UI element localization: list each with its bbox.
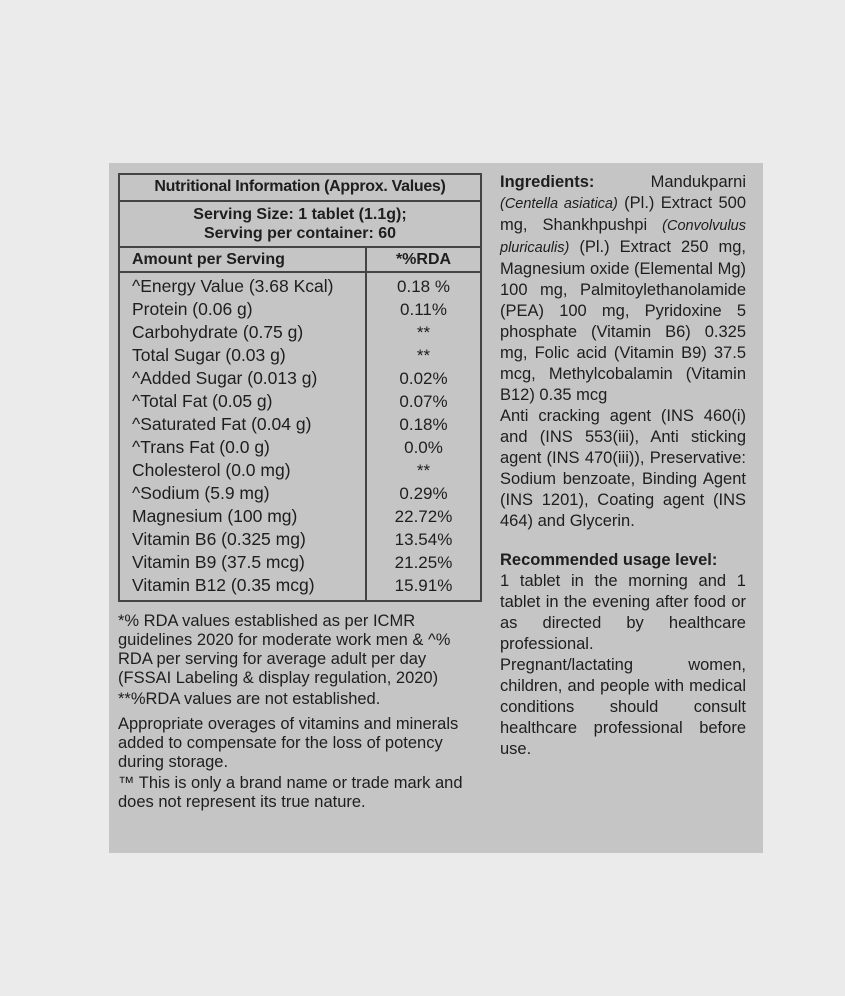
nutrient-name-column (120, 273, 367, 600)
ingredients-text (500, 172, 746, 406)
nutrient-rda: 15.91% (394, 576, 453, 595)
not-established-note: **%RDA values are not established. (118, 690, 381, 708)
footnotes (118, 612, 482, 812)
serving-size: Serving Size: 1 tablet (1.1g); (193, 206, 407, 223)
nutrient-name: Total Sugar (0.03 g) (132, 345, 286, 365)
ingredients-botanical: (Convolvulus pluricaulis) (500, 218, 746, 256)
ingredients-column (500, 172, 746, 760)
nutrient-rda: 22.72% (394, 507, 453, 526)
nutrient-rda: ** (416, 346, 431, 365)
header-rda: *%RDA (395, 251, 452, 268)
nutrient-rda: 13.54% (394, 530, 453, 549)
table-title: Nutritional Information (Approx. Values) (120, 175, 480, 202)
nutrient-name: ^Total Fat (0.05 g) (132, 391, 273, 411)
nutrient-rda: 0.18 % (397, 277, 450, 296)
trademark-note: ™ This is only a brand name or trade mark and does not represent its true nature. (118, 774, 463, 811)
overages-note: Appropriate overages of vitamins and minerals added to compensate for the loss of potency during storage. (118, 715, 459, 771)
nutrient-name: Carbohydrate (0.75 g) (132, 322, 304, 342)
nutrition-column (118, 173, 482, 814)
ingredients-part: (Pl.) Extract 250 mg, Magnesium oxide (Elemental Mg) 100 mg, Palmitoylethanolamide (PEA) 100 mg, Pyridoxine 5 phosphate (Vitamin B6) 0.325 mg, Folic acid (Vitamin B9) 37.5 mcg, Methylcobalamin (Vitamin B12) 0.35 mcg (500, 238, 746, 404)
nutrient-rda: 0.11% (400, 300, 447, 319)
nutrient-name: Protein (0.06 g) (132, 299, 253, 319)
nutrient-name: Vitamin B12 (0.35 mcg) (132, 575, 315, 595)
serving-info (120, 202, 480, 248)
nutrition-table (118, 173, 482, 602)
nutrient-rda: 0.18% (399, 415, 448, 434)
rda-note: *% RDA values established as per ICMR guidelines 2020 for moderate work men & ^% RDA per serving for average adult per day (FSSAI Labeling & display regulation, 2020) (118, 612, 451, 687)
serving-per-container: Serving per container: 60 (203, 225, 397, 242)
ingredients-heading: Ingredients: (500, 173, 595, 191)
nutrient-rda: ** (416, 323, 431, 342)
nutrient-rda: 21.25% (394, 553, 453, 572)
nutrient-name: Vitamin B6 (0.325 mg) (132, 529, 306, 549)
nutrient-name: ^Trans Fat (0.0 g) (132, 437, 270, 457)
usage-text: 1 tablet in the morning and 1 tablet in the evening after food or as directed by healthcare professional. (500, 572, 746, 653)
label-panel (109, 163, 763, 853)
ingredients-part: Mandukparni (594, 173, 746, 191)
ingredients-botanical: (Centella asiatica) (500, 196, 618, 212)
nutrient-rda: 0.29% (399, 484, 448, 503)
header-amount: Amount per Serving (120, 248, 367, 271)
nutrient-rda: 0.02% (399, 369, 448, 388)
nutrient-name: Vitamin B9 (37.5 mcg) (132, 552, 305, 572)
table-header (120, 248, 480, 273)
nutrient-rda: 0.07% (399, 392, 448, 411)
nutrient-name: Magnesium (100 mg) (132, 506, 298, 526)
warning-text: Pregnant/lactating women, children, and people with medical conditions should consult healthcare professional before use. (500, 656, 746, 758)
nutrient-rda-column (367, 273, 480, 600)
nutrient-name: Cholesterol (0.0 mg) (132, 460, 291, 480)
table-body (120, 273, 480, 600)
additives-text: Anti cracking agent (INS 460(i) and (INS 553(iii), Anti sticking agent (INS 470(iii)), Preservative: Sodium benzoate, Binding Agent (INS 1201), Coating agent (INS 464) and Glycerin. (500, 407, 746, 530)
nutrient-name: ^Energy Value (3.68 Kcal) (132, 276, 334, 296)
nutrient-rda: ** (416, 461, 431, 480)
usage-heading: Recommended usage level: (500, 551, 718, 569)
nutrient-rda: 0.0% (404, 438, 443, 457)
ingredients-part: (Pl.) Extract 500 mg, Shankhpushpi (500, 194, 746, 234)
nutrient-name: ^Added Sugar (0.013 g) (132, 368, 318, 388)
nutrient-name: ^Saturated Fat (0.04 g) (132, 414, 312, 434)
nutrient-name: ^Sodium (5.9 mg) (132, 483, 270, 503)
